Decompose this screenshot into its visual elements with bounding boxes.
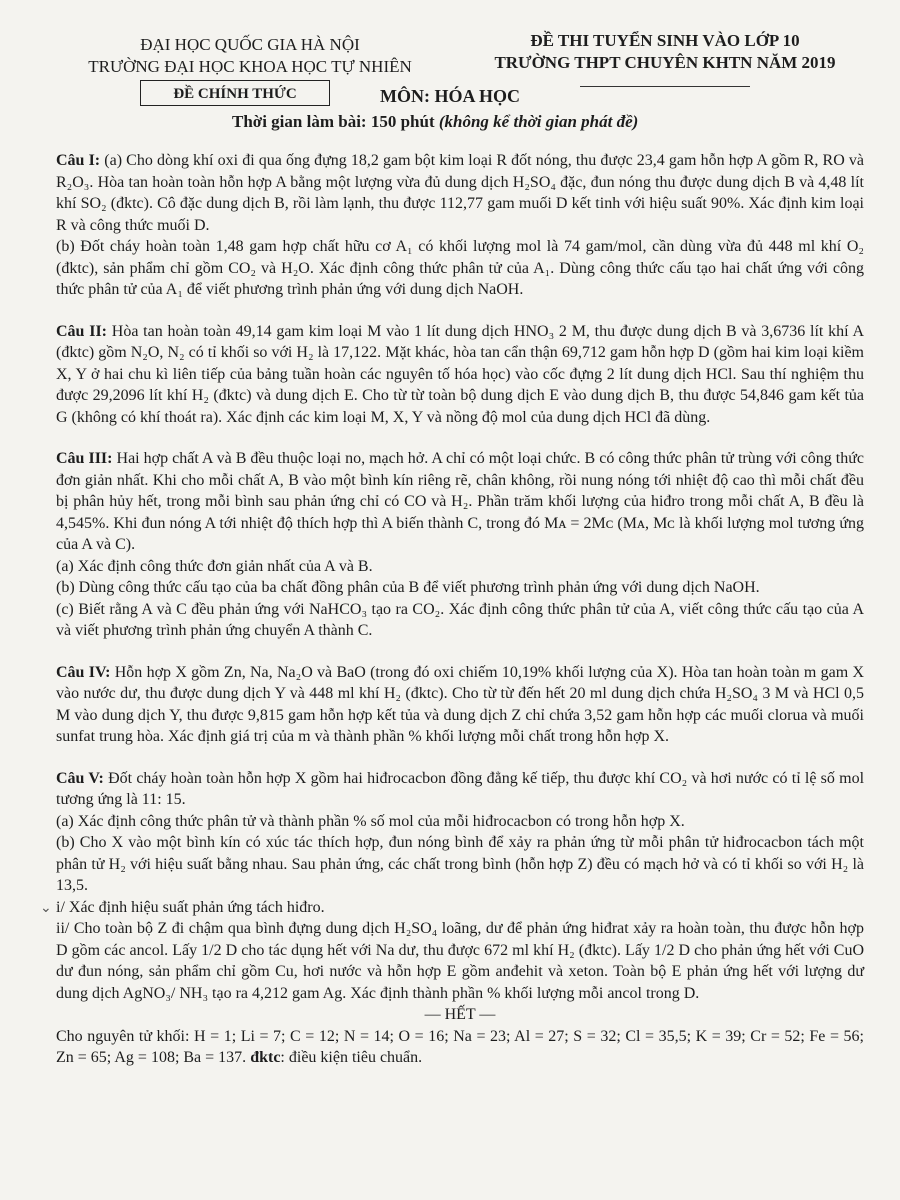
question-5-part-a: (a) Xác định công thức phân tử và thành phần % số mol của mỗi hiđrocacbon có trong hỗn hợp X.	[56, 812, 685, 830]
question-2	[56, 321, 864, 429]
end-marker: — HẾT —	[424, 1006, 496, 1023]
question-5-intro: Đốt cháy hoàn toàn hỗn hợp X gồm hai hiđrocacbon đồng đẳng kế tiếp, thu được khí CO₂ và hơi nước có tỉ lệ số mol tương ứng là 11: 15.	[56, 769, 865, 808]
university-name: ĐẠI HỌC QUỐC GIA HÀ NỘI	[140, 35, 360, 54]
time-note: (không kể thời gian phát đề)	[438, 112, 639, 131]
question-4-label: Câu IV:	[56, 663, 111, 681]
time-label: Thời gian làm bài: 150 phút	[232, 112, 435, 131]
question-3-label: Câu III:	[56, 450, 113, 467]
exam-body	[56, 150, 864, 1069]
faculty-name: TRƯỜNG ĐẠI HỌC KHOA HỌC TỰ NHIÊN	[88, 57, 412, 76]
question-4-text: Hỗn hợp X gồm Zn, Na, Na₂O và BaO (trong đó oxi chiếm 10,19% khối lượng của X). Hòa tan hoàn toàn m gam X vào nước dư, thu được dung dịch Y và 448 ml khí H₂ (đktc). Cho từ từ đến hết 20 ml dung dịch chứa H₂SO₄ 3 M và HCl 0,5 M vào dung dịch Y, thu được 9,815 gam hỗn hợp kết tủa và dung dịch Z chỉ chứa 3,52 gam hỗn hợp các muối clorua và muối sunfat trung hòa. Xác định giá trị của m và thành phần % khối lượng mỗi chất trong hỗn hợp X.	[56, 663, 865, 745]
question-5	[56, 768, 864, 1005]
question-1-part-a: (a) Cho dòng khí oxi đi qua ống đựng 18,2 gam bột kim loại R đốt nóng, thu được 23,4 gam hỗn hợp A gồm R, RO và R₂O₃. Hòa tan hoàn toàn hỗn hợp A bằng một lượng vừa đủ dung dịch H₂SO₄ đặc, đun nóng thu được dung dịch B và 4,48 lít khí SO₂ (đktc). Cô đặc dung dịch B, rồi làm lạnh, thu được 112,77 gam muối D kết tinh với hiệu suất 90%. Xác định kim loại R và công thức muối D.	[56, 152, 865, 234]
question-2-label: Câu II:	[56, 322, 107, 340]
subject-title: MÔN: HÓA HỌC	[380, 86, 520, 106]
question-1-part-b: (b) Đốt cháy hoàn toàn 1,48 gam hợp chất hữu cơ A₁ có khối lượng mol là 74 gam/mol, cần dùng vừa đủ 448 ml khí O₂ (đktc), sản phẩm chỉ gồm CO₂ và H₂O. Xác định công thức phân tử của A₁. Dùng công thức cấu tạo hai chất ứng với công thức phân tử của A₁ để viết phương trình phản ứng với dung dịch NaOH.	[56, 238, 864, 298]
header-divider	[580, 86, 750, 87]
exam-title: ĐỀ THI TUYỂN SINH VÀO LỚP 10	[530, 31, 800, 50]
question-4	[56, 662, 864, 748]
exam-header	[455, 30, 875, 74]
question-3-intro: Hai hợp chất A và B đều thuộc loại no, mạch hở. A chỉ có một loại chức. B có công thức phân tử trùng với công thức đơn giản nhất. Khi cho mỗi chất A, B vào một bình kín riêng rẽ, chân không, rồi nung nóng tới nhiệt độ cao thì mỗi chất đều bị phân hủy hết, trong mỗi bình sau phản ứng chỉ có CO và H₂. Phần trăm khối lượng của hiđro trong mỗi chất A, B đều là 4,545%. Khi đun nóng A tới nhiệt độ thích hợp thì A biến thành C, trong đó Mᴀ = 2Mᴄ (Mᴀ, Mᴄ là khối lượng mol tương ứng của A và C).	[56, 450, 865, 553]
dktc-text: : điều kiện tiêu chuẩn.	[280, 1049, 423, 1066]
question-1	[56, 150, 864, 301]
pen-mark: ⌄	[40, 901, 52, 916]
dktc-label: đktc	[250, 1049, 281, 1066]
question-2-text: Hòa tan hoàn toàn 49,14 gam kim loại M vào 1 lít dung dịch HNO₃ 2 M, thu được dung dịch B và 3,6736 lít khí A (đktc) gồm N₂O, N₂ có tỉ khối so với H₂ là 17,122. Mặt khác, hòa tan cẩn thận 69,712 gam hỗn hợp D (gồm hai kim loại kiềm X, Y ở hai chu kì liên tiếp của bảng tuần hoàn các nguyên tố hóa học) vào cốc đựng 2 lít dung dịch HCl. Sau thí nghiệm thu được 29,2096 lít khí H₂ (đktc) và dung dịch E. Cho từ từ toàn bộ dung dịch E vào dung dịch B, thu được 54,846 gam kết tủa G (không có khí thoát ra). Xác định các kim loại M, X, Y và nồng độ mol của dung dịch HCl đã dùng.	[56, 322, 864, 426]
question-5-part-b: (b) Cho X vào một bình kín có xúc tác thích hợp, đun nóng bình để xảy ra phản ứng từ mỗi phân tử hiđrocacbon tách một phân tử H₂ với hiệu suất bằng nhau. Sau phản ứng, các chất trong bình (hỗn hợp Z) đều có mạch hở và có tỉ khối so với H₂ là 13,5.	[56, 834, 864, 894]
school-year: TRƯỜNG THPT CHUYÊN KHTN NĂM 2019	[494, 53, 836, 72]
atomic-masses	[56, 1026, 864, 1069]
question-5-label: Câu V:	[56, 769, 104, 787]
question-3-part-b: (b) Dùng công thức cấu tạo của ba chất đồng phân của B để viết phương trình phản ứng với dung dịch NaOH.	[56, 579, 760, 596]
question-5-part-i: i/ Xác định hiệu suất phản ứng tách hiđro.	[56, 898, 325, 916]
question-3-part-a: (a) Xác định công thức đơn giản nhất của A và B.	[56, 557, 373, 575]
question-3	[56, 448, 864, 642]
official-badge: ĐỀ CHÍNH THỨC	[140, 80, 330, 106]
time-line	[232, 112, 638, 132]
question-3-part-c: (c) Biết rằng A và C đều phản ứng với NaHCO₃ tạo ra CO₂. Xác định công thức phân tử của A, viết công thức cấu tạo của A và viết phương trình phản ứng chuyển A thành C.	[56, 600, 864, 639]
question-5-part-ii: ii/ Cho toàn bộ Z đi chậm qua bình đựng dung dịch H₂SO₄ loãng, dư để phản ứng hiđrat xảy ra hoàn toàn, thu được hỗn hợp D gồm các ancol. Lấy 1/2 D cho tác dụng hết với Na dư, thu được 672 ml khí H₂ (đktc). Lấy 1/2 D cho phản ứng hết với CuO dư đun nóng, sản phẩm chỉ gồm Cu, hơi nước và hỗn hợp E gồm anđehit và xeton. Toàn bộ E phản ứng hết với lượng dư dung dịch AgNO₃/ NH₃ tạo ra 4,212 gam Ag. Xác định thành phần % khối lượng mỗi ancol trong D.	[56, 920, 864, 1002]
university-header	[60, 34, 440, 78]
atomic-masses-text: Cho nguyên tử khối: H = 1; Li = 7; C = 12; N = 14; O = 16; Na = 23; Al = 27; S = 32; Cl = 35,5; K = 39; Cr = 52; Fe = 56; Zn = 65; Ag = 108; Ba = 137.	[56, 1027, 864, 1066]
question-1-label: Câu I:	[56, 152, 101, 169]
